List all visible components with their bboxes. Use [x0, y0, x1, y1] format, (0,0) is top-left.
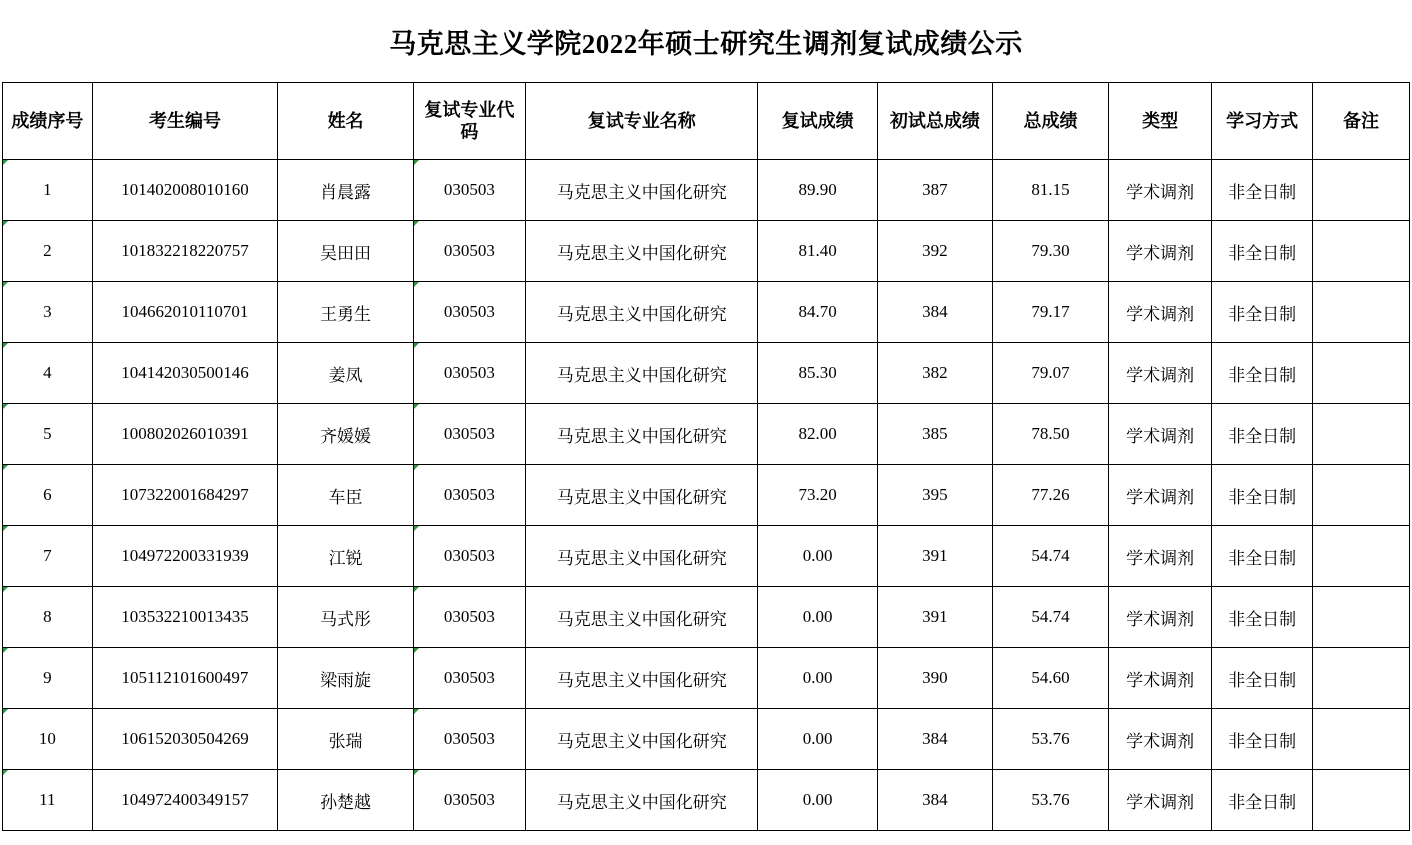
cell-name: 吴田田 [278, 221, 414, 282]
cell-initial-score: 384 [877, 709, 992, 770]
cell-study-mode: 非全日制 [1212, 648, 1313, 709]
cell-remark [1313, 709, 1410, 770]
cell-major-code: 030503 [413, 282, 525, 343]
cell-type: 学术调剂 [1109, 221, 1212, 282]
cell-total-score: 77.26 [992, 465, 1108, 526]
cell-remark [1313, 526, 1410, 587]
column-header-total: 总成绩 [992, 83, 1108, 160]
cell-type: 学术调剂 [1109, 709, 1212, 770]
cell-name: 梁雨旋 [278, 648, 414, 709]
cell-id: 100802026010391 [92, 404, 278, 465]
table-row [3, 404, 1410, 465]
cell-major-name: 马克思主义中国化研究 [526, 404, 758, 465]
cell-name: 王勇生 [278, 282, 414, 343]
cell-study-mode: 非全日制 [1212, 221, 1313, 282]
column-header-study-mode: 学习方式 [1212, 83, 1313, 160]
column-header-retest: 复试成绩 [758, 83, 877, 160]
cell-study-mode: 非全日制 [1212, 587, 1313, 648]
cell-id: 103532210013435 [92, 587, 278, 648]
table-row [3, 770, 1410, 831]
cell-id: 106152030504269 [92, 709, 278, 770]
cell-initial-score: 384 [877, 770, 992, 831]
cell-major-name: 马克思主义中国化研究 [526, 526, 758, 587]
cell-seq: 3 [3, 282, 93, 343]
table-body [3, 160, 1410, 831]
cell-type: 学术调剂 [1109, 465, 1212, 526]
cell-study-mode: 非全日制 [1212, 282, 1313, 343]
cell-name: 马式彤 [278, 587, 414, 648]
cell-name: 车臣 [278, 465, 414, 526]
cell-major-name: 马克思主义中国化研究 [526, 465, 758, 526]
cell-major-code: 030503 [413, 404, 525, 465]
table-header-row [3, 83, 1410, 160]
cell-major-code: 030503 [413, 770, 525, 831]
cell-initial-score: 385 [877, 404, 992, 465]
cell-major-name: 马克思主义中国化研究 [526, 709, 758, 770]
cell-study-mode: 非全日制 [1212, 465, 1313, 526]
cell-seq: 1 [3, 160, 93, 221]
cell-study-mode: 非全日制 [1212, 526, 1313, 587]
cell-total-score: 54.60 [992, 648, 1108, 709]
cell-id: 105112101600497 [92, 648, 278, 709]
cell-name: 姜凤 [278, 343, 414, 404]
cell-major-name: 马克思主义中国化研究 [526, 282, 758, 343]
cell-remark [1313, 770, 1410, 831]
cell-initial-score: 382 [877, 343, 992, 404]
cell-initial-score: 384 [877, 282, 992, 343]
cell-name: 肖晨露 [278, 160, 414, 221]
cell-type: 学术调剂 [1109, 343, 1212, 404]
cell-id: 104142030500146 [92, 343, 278, 404]
page-title: 马克思主义学院2022年硕士研究生调剂复试成绩公示 [389, 29, 1023, 59]
cell-study-mode: 非全日制 [1212, 770, 1313, 831]
cell-major-name: 马克思主义中国化研究 [526, 343, 758, 404]
table-row [3, 465, 1410, 526]
cell-seq: 5 [3, 404, 93, 465]
cell-type: 学术调剂 [1109, 587, 1212, 648]
cell-major-name: 马克思主义中国化研究 [526, 587, 758, 648]
cell-type: 学术调剂 [1109, 648, 1212, 709]
cell-retest-score: 89.90 [758, 160, 877, 221]
cell-major-code: 030503 [413, 587, 525, 648]
cell-type: 学术调剂 [1109, 282, 1212, 343]
cell-major-code: 030503 [413, 160, 525, 221]
table-header [3, 83, 1410, 160]
cell-seq: 4 [3, 343, 93, 404]
table-row [3, 526, 1410, 587]
cell-total-score: 54.74 [992, 526, 1108, 587]
cell-id: 104972200331939 [92, 526, 278, 587]
cell-retest-score: 0.00 [758, 709, 877, 770]
cell-major-code: 030503 [413, 343, 525, 404]
table-row [3, 648, 1410, 709]
cell-initial-score: 387 [877, 160, 992, 221]
cell-type: 学术调剂 [1109, 526, 1212, 587]
cell-retest-score: 0.00 [758, 587, 877, 648]
cell-id: 104662010110701 [92, 282, 278, 343]
cell-initial-score: 395 [877, 465, 992, 526]
cell-seq: 11 [3, 770, 93, 831]
table-row [3, 587, 1410, 648]
cell-seq: 6 [3, 465, 93, 526]
column-header-name: 姓名 [278, 83, 414, 160]
cell-remark [1313, 465, 1410, 526]
table-row [3, 343, 1410, 404]
cell-id: 104972400349157 [92, 770, 278, 831]
cell-remark [1313, 587, 1410, 648]
cell-retest-score: 0.00 [758, 648, 877, 709]
cell-major-name: 马克思主义中国化研究 [526, 648, 758, 709]
table-row [3, 160, 1410, 221]
cell-major-name: 马克思主义中国化研究 [526, 160, 758, 221]
cell-type: 学术调剂 [1109, 160, 1212, 221]
table-row [3, 221, 1410, 282]
cell-initial-score: 390 [877, 648, 992, 709]
cell-initial-score: 391 [877, 526, 992, 587]
cell-retest-score: 84.70 [758, 282, 877, 343]
column-header-major-code: 复试专业代码 [413, 83, 525, 160]
cell-major-code: 030503 [413, 709, 525, 770]
cell-name: 江锐 [278, 526, 414, 587]
cell-remark [1313, 221, 1410, 282]
cell-id: 107322001684297 [92, 465, 278, 526]
cell-initial-score: 392 [877, 221, 992, 282]
cell-major-name: 马克思主义中国化研究 [526, 770, 758, 831]
column-header-initial: 初试总成绩 [877, 83, 992, 160]
cell-total-score: 79.30 [992, 221, 1108, 282]
column-header-type: 类型 [1109, 83, 1212, 160]
cell-total-score: 53.76 [992, 709, 1108, 770]
cell-major-name: 马克思主义中国化研究 [526, 221, 758, 282]
grades-table [2, 82, 1410, 831]
cell-retest-score: 82.00 [758, 404, 877, 465]
cell-retest-score: 85.30 [758, 343, 877, 404]
cell-total-score: 79.17 [992, 282, 1108, 343]
cell-study-mode: 非全日制 [1212, 160, 1313, 221]
cell-total-score: 79.07 [992, 343, 1108, 404]
cell-name: 齐媛媛 [278, 404, 414, 465]
cell-type: 学术调剂 [1109, 404, 1212, 465]
cell-id: 101402008010160 [92, 160, 278, 221]
cell-remark [1313, 648, 1410, 709]
cell-name: 孙楚越 [278, 770, 414, 831]
cell-seq: 2 [3, 221, 93, 282]
cell-total-score: 81.15 [992, 160, 1108, 221]
cell-retest-score: 81.40 [758, 221, 877, 282]
cell-remark [1313, 343, 1410, 404]
cell-type: 学术调剂 [1109, 770, 1212, 831]
cell-study-mode: 非全日制 [1212, 709, 1313, 770]
column-header-id: 考生编号 [92, 83, 278, 160]
cell-study-mode: 非全日制 [1212, 343, 1313, 404]
cell-seq: 10 [3, 709, 93, 770]
cell-seq: 9 [3, 648, 93, 709]
cell-initial-score: 391 [877, 587, 992, 648]
table-row [3, 709, 1410, 770]
cell-total-score: 54.74 [992, 587, 1108, 648]
cell-major-code: 030503 [413, 465, 525, 526]
cell-seq: 7 [3, 526, 93, 587]
cell-retest-score: 0.00 [758, 526, 877, 587]
cell-remark [1313, 404, 1410, 465]
cell-remark [1313, 160, 1410, 221]
column-header-seq: 成绩序号 [3, 83, 93, 160]
cell-name: 张瑞 [278, 709, 414, 770]
cell-remark [1313, 282, 1410, 343]
cell-id: 101832218220757 [92, 221, 278, 282]
cell-retest-score: 73.20 [758, 465, 877, 526]
table-row [3, 282, 1410, 343]
cell-study-mode: 非全日制 [1212, 404, 1313, 465]
column-header-major-name: 复试专业名称 [526, 83, 758, 160]
cell-total-score: 78.50 [992, 404, 1108, 465]
cell-major-code: 030503 [413, 648, 525, 709]
cell-seq: 8 [3, 587, 93, 648]
cell-major-code: 030503 [413, 221, 525, 282]
cell-total-score: 53.76 [992, 770, 1108, 831]
column-header-remark: 备注 [1313, 83, 1410, 160]
cell-retest-score: 0.00 [758, 770, 877, 831]
cell-major-code: 030503 [413, 526, 525, 587]
